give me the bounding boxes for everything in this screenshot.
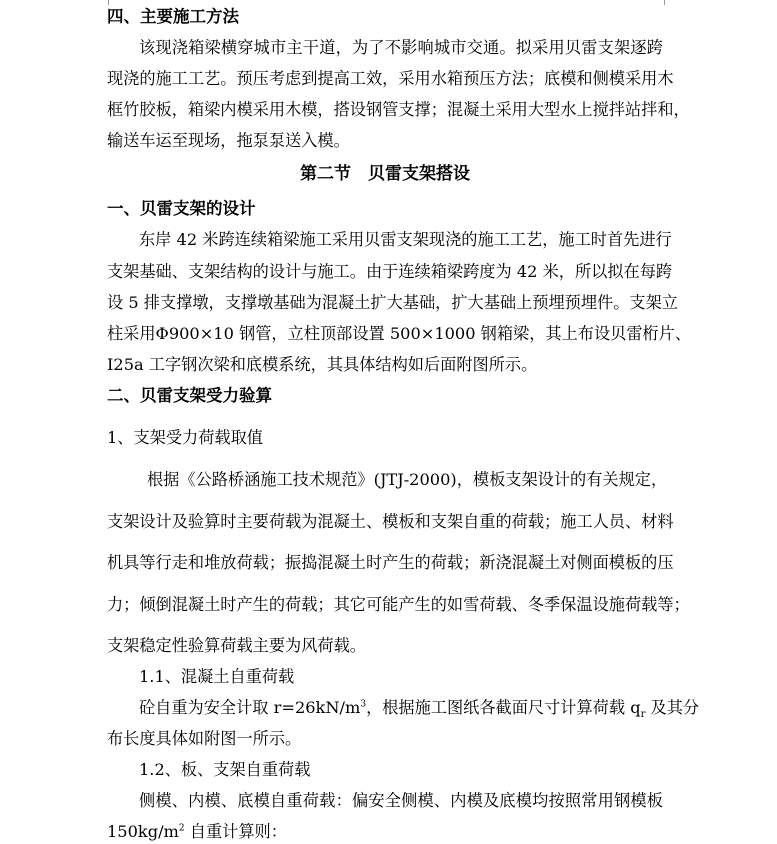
paragraph-line: 该现浇箱梁横穿城市主干道，为了不影响城市交通。拟采用贝雷支架逐跨 xyxy=(139,38,663,57)
text-run: 150kg/m xyxy=(107,822,179,841)
paragraph-line: 输送车运至现场，拖泵泵送入模。 xyxy=(107,131,350,150)
paragraph-line: I25a 工字钢次梁和底模系统，其具体结构如后面附图所示。 xyxy=(107,355,538,374)
paragraph-line xyxy=(107,821,663,843)
superscript: 3 xyxy=(360,699,367,710)
heading-main-methods: 四、主要施工方法 xyxy=(107,7,239,26)
paragraph-line: 布长度具体如附图一所示。 xyxy=(107,729,302,748)
text-run: 砼自重为安全计取 r=26kN/m xyxy=(139,698,361,717)
paragraph-line: 力；倾倒混凝土时产生的荷载；其它可能产生的如雪荷载、冬季保温设施荷载等； xyxy=(107,595,690,614)
subitem-heading: 1.2、板、支架自重荷载 xyxy=(139,760,311,779)
paragraph-line: 机具等行走和堆放荷载；振捣混凝土时产生的荷载；新浇混凝土对侧面模板的压 xyxy=(107,553,674,572)
paragraph-line: 东岸 42 米跨连续箱梁施工采用贝雷支架现浇的施工工艺，施工时首先进行 xyxy=(139,230,672,249)
paragraph-line: 框竹胶板，箱梁内模采用木模，搭设钢管支撑；混凝土采用大型水上搅拌站拌和， xyxy=(107,100,690,119)
paragraph-line: 设 5 排支撑墩，支撑墩基础为混凝土扩大基础，扩大基础上预埋预埋件。支架立 xyxy=(107,293,678,312)
heading-design: 一、贝雷支架的设计 xyxy=(107,199,256,218)
page-corner-mark-left xyxy=(86,0,109,5)
superscript: 2 xyxy=(178,823,185,834)
paragraph-line: 根据《公路桥涵施工技术规范》(JTJ-2000)，模板支架设计的有关规定， xyxy=(147,470,668,489)
paragraph-line: 侧模、内模、底模自重荷载：偏安全侧模、内模及底模均按照常用钢模板 xyxy=(139,791,663,810)
heading-load-check: 二、贝雷支架受力验算 xyxy=(107,386,272,405)
paragraph-line: 支架基础、支架结构的设计与施工。由于连续箱梁跨度为 42 米，所以拟在每跨 xyxy=(107,262,673,281)
paragraph-line: 现浇的施工工艺。预压考虑到提高工效，采用水箱预压方法；底模和侧模采用木 xyxy=(107,69,674,88)
page-corner-mark-right xyxy=(664,0,687,5)
text-run: ，根据施工图纸各截面尺寸计算荷载 q xyxy=(366,698,641,717)
text-run: 及其分 xyxy=(645,698,700,717)
item-heading: 1、支架受力荷载取值 xyxy=(107,428,263,447)
paragraph-line: 支架设计及验算时主要荷载为混凝土、模板和支架自重的荷载；施工人员、材料 xyxy=(107,512,674,531)
paragraph-line: 柱采用Φ900×10 钢管，立柱顶部设置 500×1000 钢箱梁，其上布设贝雷桁片、 xyxy=(107,324,692,343)
paragraph-line: 支架稳定性验算荷载主要为风荷载。 xyxy=(107,636,366,655)
paragraph-line xyxy=(139,697,700,721)
subitem-heading: 1.1、混凝土自重荷载 xyxy=(139,667,295,686)
text-run: 自重计算则： xyxy=(184,822,287,841)
subscript: r xyxy=(640,709,646,721)
section-title: 第二节 贝雷支架搭设 xyxy=(300,164,470,184)
